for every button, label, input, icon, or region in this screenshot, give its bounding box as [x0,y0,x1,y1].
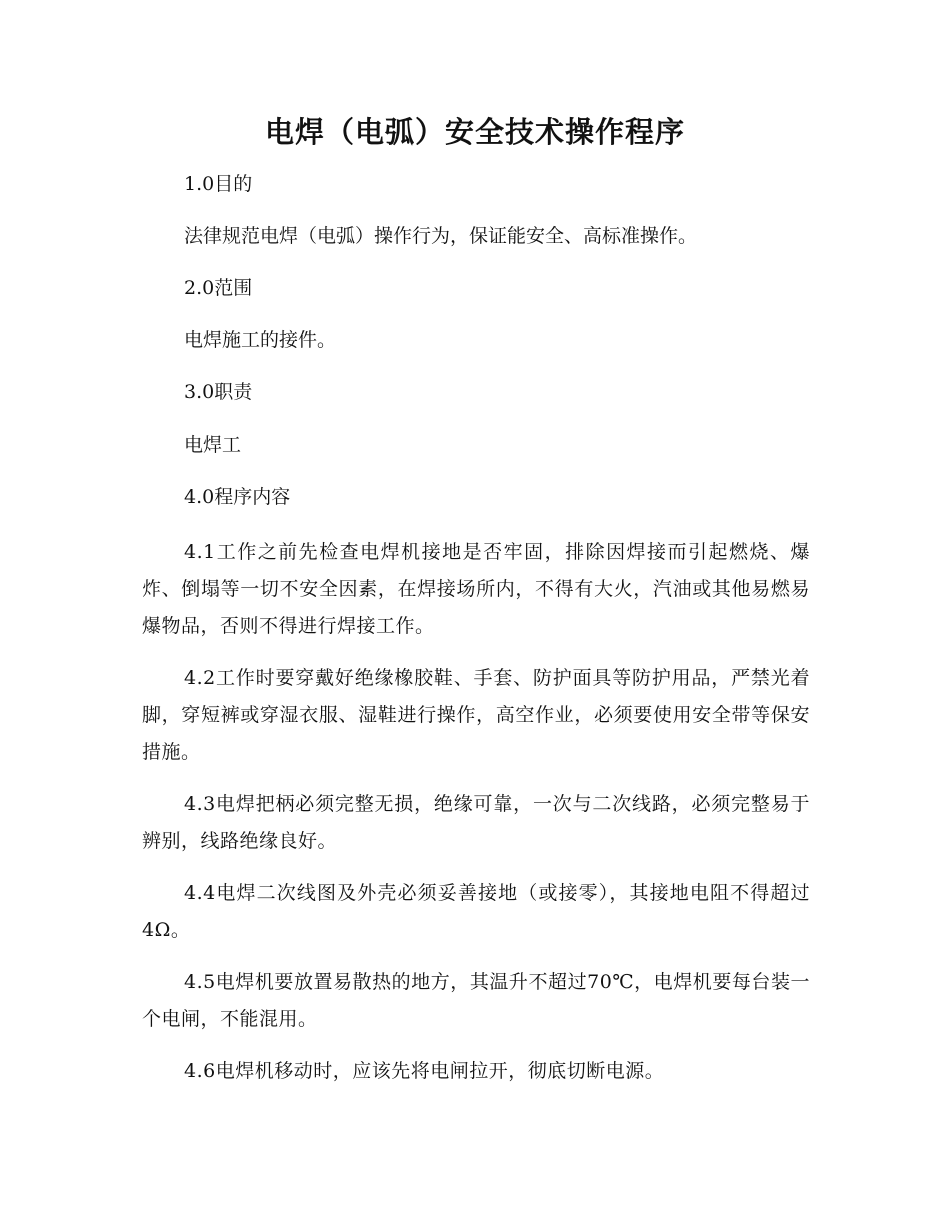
procedure-item-4-4: 4.4电焊二次线图及外壳必须妥善接地（或接零），其接地电阻不得超过4Ω。 [142,882,810,941]
section-body-purpose: 法律规范电焊（电弧）操作行为，保证能安全、高标准操作。 [184,225,698,247]
section-heading-purpose: 1.0目的 [184,173,253,195]
procedure-item-4-5: 4.5电焊机要放置易散热的地方，其温升不超过70℃，电焊机要每台装一个电闸，不能混用。 [142,971,810,1030]
section-body-responsibility: 电焊工 [184,434,242,456]
section-heading-responsibility: 3.0职责 [184,381,253,403]
procedure-item-4-6: 4.6电焊机移动时，应该先将电闸拉开，彻底切断电源。 [184,1060,665,1082]
section-heading-scope: 2.0范围 [184,277,253,299]
page-title: 电焊（电弧）安全技术操作程序 [264,115,685,149]
section-body-scope: 电焊施工的接件。 [184,329,337,351]
section-heading-procedure: 4.0程序内容 [184,486,291,508]
procedure-item-4-2: 4.2工作时要穿戴好绝缘橡胶鞋、手套、防护面具等防护用品，严禁光着脚，穿短裤或穿湿衣服、湿鞋进行操作，高空作业，必须要使用安全带等保安措施。 [142,667,810,763]
procedure-item-4-3: 4.3电焊把柄必须完整无损，绝缘可靠，一次与二次线路，必须完整易于辨别，线路绝缘良好。 [142,793,810,852]
procedure-item-4-1: 4.1工作之前先检查电焊机接地是否牢固，排除因焊接而引起燃烧、爆炸、倒塌等一切不安全因素，在焊接场所内，不得有大火，汽油或其他易燃易爆物品，否则不得进行焊接工作。 [142,541,810,637]
